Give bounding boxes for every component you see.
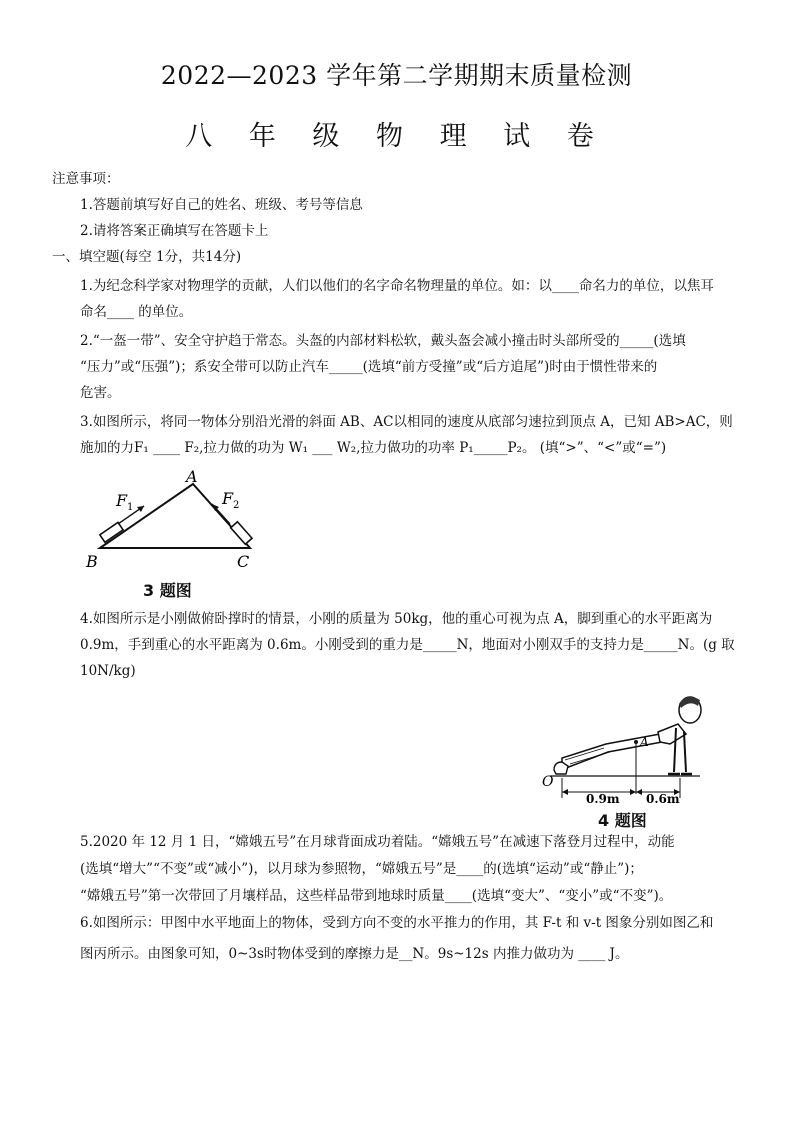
note-item: 1.答题前填写好自己的姓名、班级、考号等信息 [80,197,363,213]
block-right [231,522,252,544]
label-b: B [86,552,98,571]
question-6-line: 图丙所示。由图象可知，0~3s时物体受到的摩擦力是__N。9s~12s 内推力做功为 ____ J。 [80,946,629,962]
question-2-line: “压力”或“压强”)；系安全带可以防止汽车_____(选填“前方受撞”或“后方追尾”)时由于惯性带来的 [80,359,658,375]
question-1-line: 1.为纪念科学家对物理学的贡献，人们以他们的名字命名物理量的单位。如：以____命名力的单位，以焦耳 [80,278,714,294]
question-3-line: 3.如图所示，将同一物体分别沿光滑的斜面 AB、AC以相同的速度从底部匀速拉到顶点 A，已知 AB>AC，则 [80,414,733,430]
label-o: O [542,774,554,790]
note-item: 2.请将答案正确填写在答题卡上 [80,223,269,239]
question-4-line: 4.如图所示是小刚做俯卧撑时的情景，小刚的质量为 50kg，他的重心可视为点 A，脚到重心的水平距离为 [80,611,713,627]
question-5-line: (选填“增大”“不变”或“减小”)，以月球为参照物，“嫦娥五号”是____的(选填“运动”或“静止”)； [80,861,643,877]
question-2-line: 危害。 [80,385,121,401]
label-f2: F [222,489,234,508]
figure-3-caption: 3 题图 [143,581,192,600]
torso [658,724,686,744]
exam-subtitle: 八 年 级 物 理 试 卷 [185,121,608,152]
exam-title: 2022—2023 学年第二学期期末质量检测 [160,61,633,90]
question-5-line: “嫦娥五号”第一次带回了月壤样品，这些样品带到地球时质量____(选填“变大”、“变小”或“不变”)。 [80,888,673,904]
question-1-line: 命名____ 的单位。 [80,304,193,320]
label-06m: 0.6m [646,792,680,806]
label-a: A [640,735,649,749]
label-f1: F [116,491,128,510]
arrowhead-icon [137,506,144,512]
arrowhead-icon [636,789,642,795]
label-09m: 0.9m [586,792,620,806]
label-f1-sub: 1 [127,502,134,513]
question-5-line: 5.2020 年 12 月 1 日，“嫦娥五号”在月球背面成功着陆。“嫦娥五号”在减速下落登月过程中，动能 [80,834,675,850]
label-a: A [186,470,198,486]
question-4-line: 0.9m，手到重心的水平距离为 0.6m。小刚受到的重力是_____N，地面对小刚双手的支持力是_____N。(g 取 [80,637,735,653]
figure-4-caption: 4 题图 [598,811,647,830]
figure-4-pushup [540,682,730,810]
feet [554,762,568,774]
question-6-line: 6.如图所示：甲图中水平地面上的物体，受到方向不变的水平推力的作用，其 F-t 和 v-t 图象分别如图乙和 [80,915,714,931]
notes-heading: 注意事项： [52,171,120,187]
question-3-line: 施加的力F₁ ____ F₂,拉力做的功为 W₁ ___ W₂,拉力做功的功率 P₁_____P₂。 (填“>”、“<”或“=”) [80,440,667,456]
label-f2-sub: 2 [233,500,240,511]
label-c: C [237,552,250,571]
arrowhead-icon [630,789,636,795]
question-2-line: 2.“一盔一带”、安全守护趋于常态。头盔的内部材料松软，戴头盔会减小撞击时头部所受的_____(选填 [80,333,686,349]
arrowhead-icon [562,789,568,795]
section-heading: 一、填空题(每空 1分，共14分) [52,249,242,265]
figure-3-inclined-planes [80,470,280,580]
question-4-line: 10N/kg) [80,663,136,679]
